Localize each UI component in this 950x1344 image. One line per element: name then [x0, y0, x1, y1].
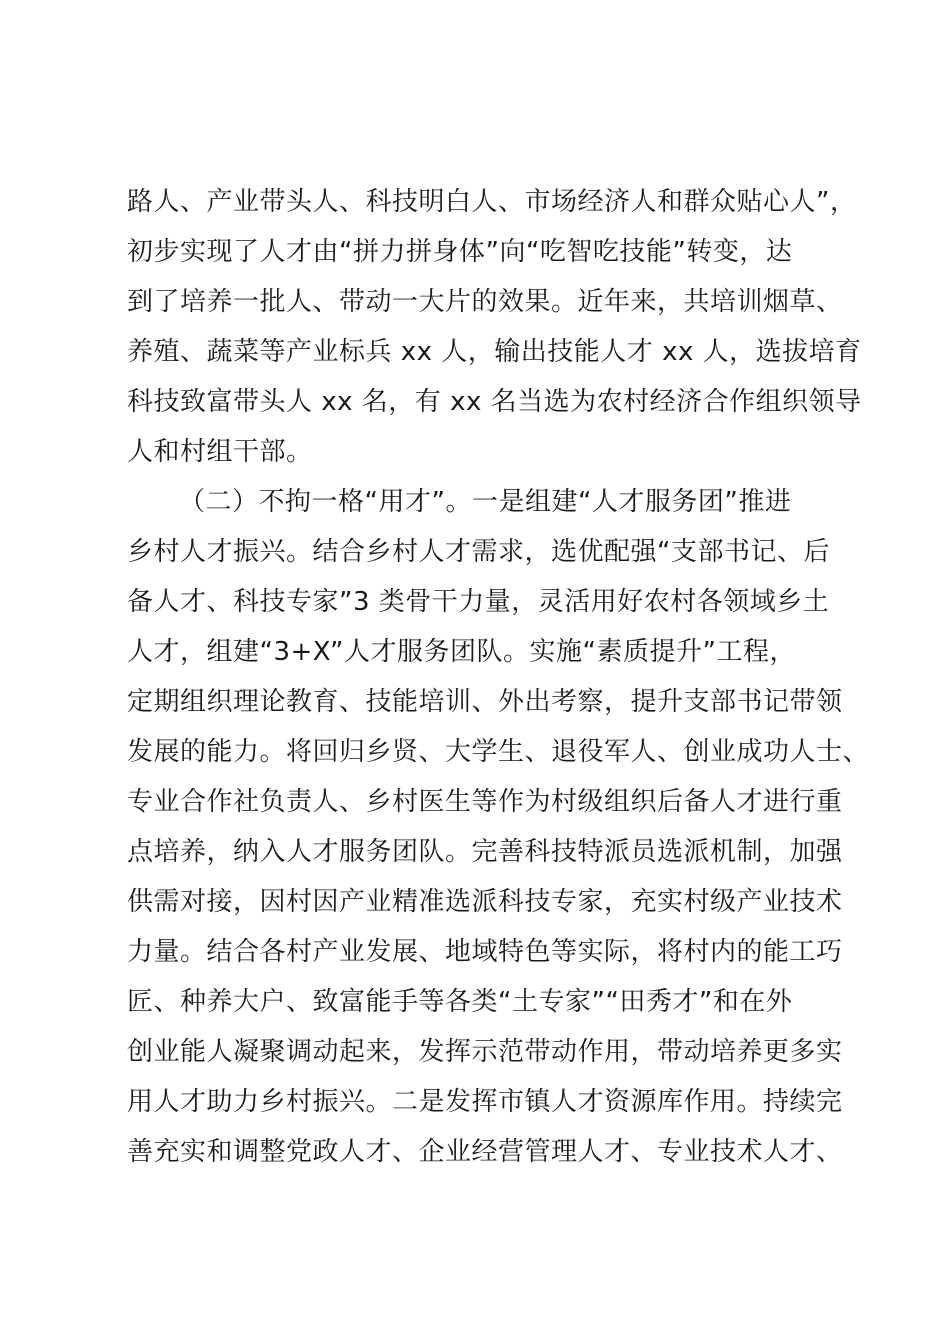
text-line: 到了培养一批人、带动一大片的效果。近年来，共培训烟草、: [127, 287, 843, 317]
text-line: 力量。结合各村产业发展、地域特色等实际，将村内的能工巧: [127, 937, 843, 967]
text-line: 专业合作社负责人、乡村医生等作为村级组织后备人才进行重: [127, 787, 843, 817]
text-line: 供需对接，因村因产业精准选派科技专家，充实村级产业技术: [127, 887, 843, 917]
text-line: 初步实现了人才由“拼力拼身体”向“吃智吃技能”转变，达: [127, 237, 793, 267]
text-line: 养殖、蔬菜等产业标兵 xx 人，输出技能人才 xx 人，选拔培育: [127, 337, 862, 367]
text-line: 科技致富带头人 xx 名，有 xx 名当选为农村经济合作组织领导: [127, 387, 862, 417]
body-text: [127, 177, 870, 1177]
text-line: 点培养，纳入人才服务团队。完善科技特派员选派机制，加强: [127, 837, 843, 867]
text-line: 备人才、科技专家”3 类骨干力量，灵活用好农村各领域乡土: [127, 587, 830, 617]
text-line: 定期组织理论教育、技能培训、外出考察，提升支部书记带领: [127, 687, 843, 717]
text-line: 创业能人凝聚调动起来，发挥示范带动作用，带动培养更多实: [127, 1037, 843, 1067]
text-line: 乡村人才振兴。结合乡村人才需求，选优配强“支部书记、后: [127, 537, 830, 567]
text-line: 善充实和调整党政人才、企业经营管理人才、专业技术人才、: [127, 1137, 843, 1167]
text-line: 发展的能力。将回归乡贤、大学生、退役军人、创业成功人士、: [127, 737, 870, 767]
section-heading-line: （二）不拘一格“用才”。一是组建“人才服务团”推进: [179, 487, 792, 517]
text-line: 匠、种养大户、致富能手等各类“土专家”“田秀才”和在外: [127, 987, 793, 1017]
text-line: 人才，组建“3+X”人才服务团队。实施“素质提升”工程，: [127, 637, 796, 667]
text-line: 用人才助力乡村振兴。二是发挥市镇人才资源库作用。持续完: [127, 1087, 843, 1117]
text-line: 人和村组干部。: [127, 437, 313, 467]
text-line: 路人、产业带头人、科技明白人、市场经济人和群众贴心人”，: [127, 187, 857, 217]
